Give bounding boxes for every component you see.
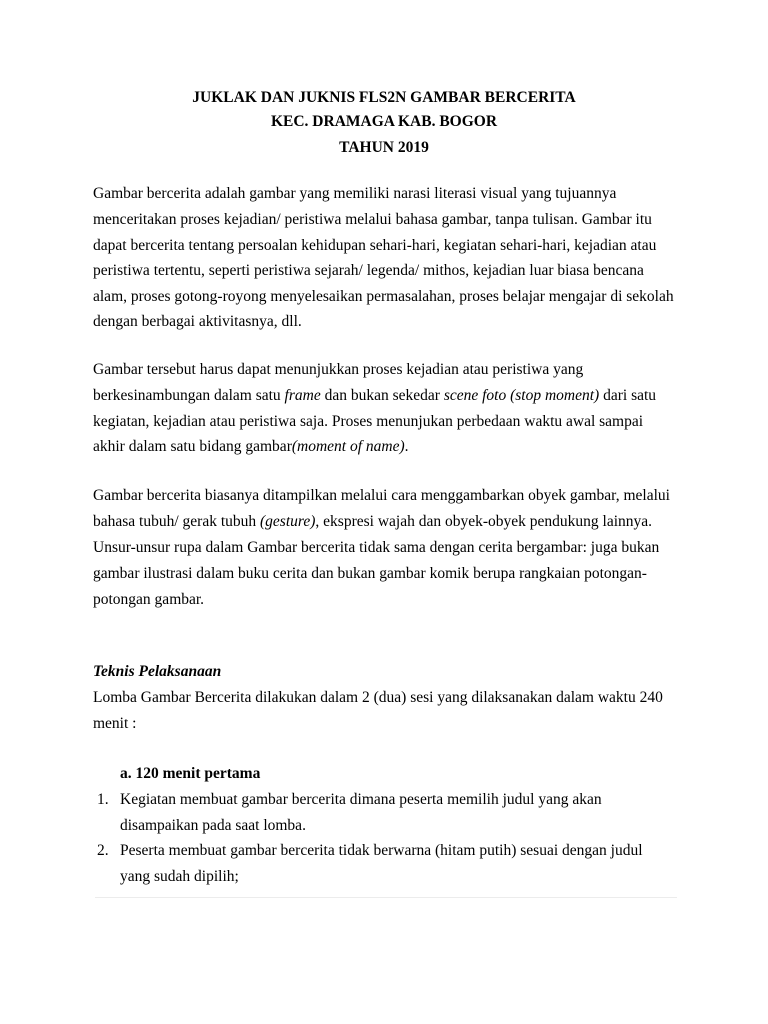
text-segment: Gambar bercerita biasanya ditampilkan melalui cara menggambarkan obyek gambar, melalui	[93, 487, 670, 504]
text-segment: dan bukan sekedar	[320, 387, 444, 404]
process-paragraph-line	[93, 412, 643, 432]
text-segment: kegiatan, kejadian atau peristiwa saja. Proses menunjukan perbedaan waktu awal sampai	[93, 413, 644, 430]
list-item-line: yang sudah dipilih;	[120, 868, 239, 885]
technical-intro-line: menit :	[93, 715, 137, 732]
document-year: TAHUN 2019	[339, 139, 429, 156]
document-location: KEC. DRAMAGA KAB. BOGOR	[270, 113, 498, 130]
text-segment: bahasa tubuh/ gerak tubuh	[93, 513, 261, 530]
process-paragraph-line	[93, 437, 409, 457]
definition-paragraph-line: dengan berbagai aktivitasnya, dll.	[93, 313, 302, 330]
text-segment: potongan gambar.	[93, 591, 205, 608]
list-item-line: Peserta membuat gambar bercerita tidak berwarna (hitam putih) sesuai dengan judul	[120, 842, 643, 859]
text-segment: dari satu	[599, 387, 657, 404]
visual-paragraph-line	[93, 538, 659, 558]
definition-paragraph-line: menceritakan proses kejadian/ peristiwa melalui bahasa gambar, tanpa tulisan. Gambar itu	[93, 211, 652, 228]
process-paragraph-line	[93, 360, 583, 380]
text-segment: , ekspresi wajah dan obyek-obyek pendukung lainnya.	[315, 513, 653, 530]
visual-paragraph-line	[93, 590, 204, 610]
italic-term-frame: frame	[284, 387, 321, 404]
italic-term-moment-of-name: (moment of name)	[291, 438, 405, 455]
text-segment: Gambar tersebut harus dapat menunjukkan proses kejadian atau peristiwa yang	[93, 361, 584, 378]
text-segment: .	[404, 438, 409, 455]
section-heading-teknis: Teknis Pelaksanaan	[93, 663, 222, 680]
text-segment: gambar ilustrasi dalam buku cerita dan bukan gambar komik berupa rangkaian potongan-	[93, 565, 647, 582]
technical-intro-line: Lomba Gambar Bercerita dilakukan dalam 2 (dua) sesi yang dilaksanakan dalam waktu 240	[93, 689, 663, 706]
process-paragraph-line	[93, 386, 656, 406]
visual-paragraph-line	[93, 512, 652, 532]
list-item-line: Kegiatan membuat gambar bercerita dimana peserta memilih judul yang akan	[120, 791, 602, 808]
definition-paragraph-line: dapat bercerita tentang persoalan kehidupan sehari-hari, kegiatan sehari-hari, kejadian atau	[93, 237, 657, 254]
definition-paragraph-line: peristiwa tertentu, seperti peristiwa sejarah/ legenda/ mithos, kejadian luar biasa bencana	[93, 262, 644, 279]
list-item-line: disampaikan pada saat lomba.	[120, 817, 306, 834]
document-title: JUKLAK DAN JUKNIS FLS2N GAMBAR BERCERITA	[192, 89, 576, 106]
list-number: 2.	[97, 842, 109, 859]
italic-term-scene-foto: scene foto (stop moment)	[443, 387, 600, 404]
italic-term-gesture: (gesture)	[260, 513, 316, 530]
text-segment: Unsur-unsur rupa dalam Gambar bercerita tidak sama dengan cerita bergambar: juga bukan	[93, 539, 660, 556]
text-segment: berkesinambungan dalam satu	[93, 387, 285, 404]
text-segment: akhir dalam satu bidang gambar	[93, 438, 292, 455]
visual-paragraph-line	[93, 564, 647, 584]
definition-paragraph-line: Gambar bercerita adalah gambar yang memiliki narasi literasi visual yang tujuannya	[93, 185, 617, 202]
visual-paragraph-line	[93, 486, 670, 506]
definition-paragraph-line: alam, proses gotong-royong menyelesaikan permasalahan, proses belajar mengajar di sekolah	[93, 288, 674, 305]
list-number: 1.	[97, 791, 109, 808]
session-a-heading: a. 120 menit pertama	[120, 765, 261, 782]
page-bottom-divider	[95, 897, 677, 898]
